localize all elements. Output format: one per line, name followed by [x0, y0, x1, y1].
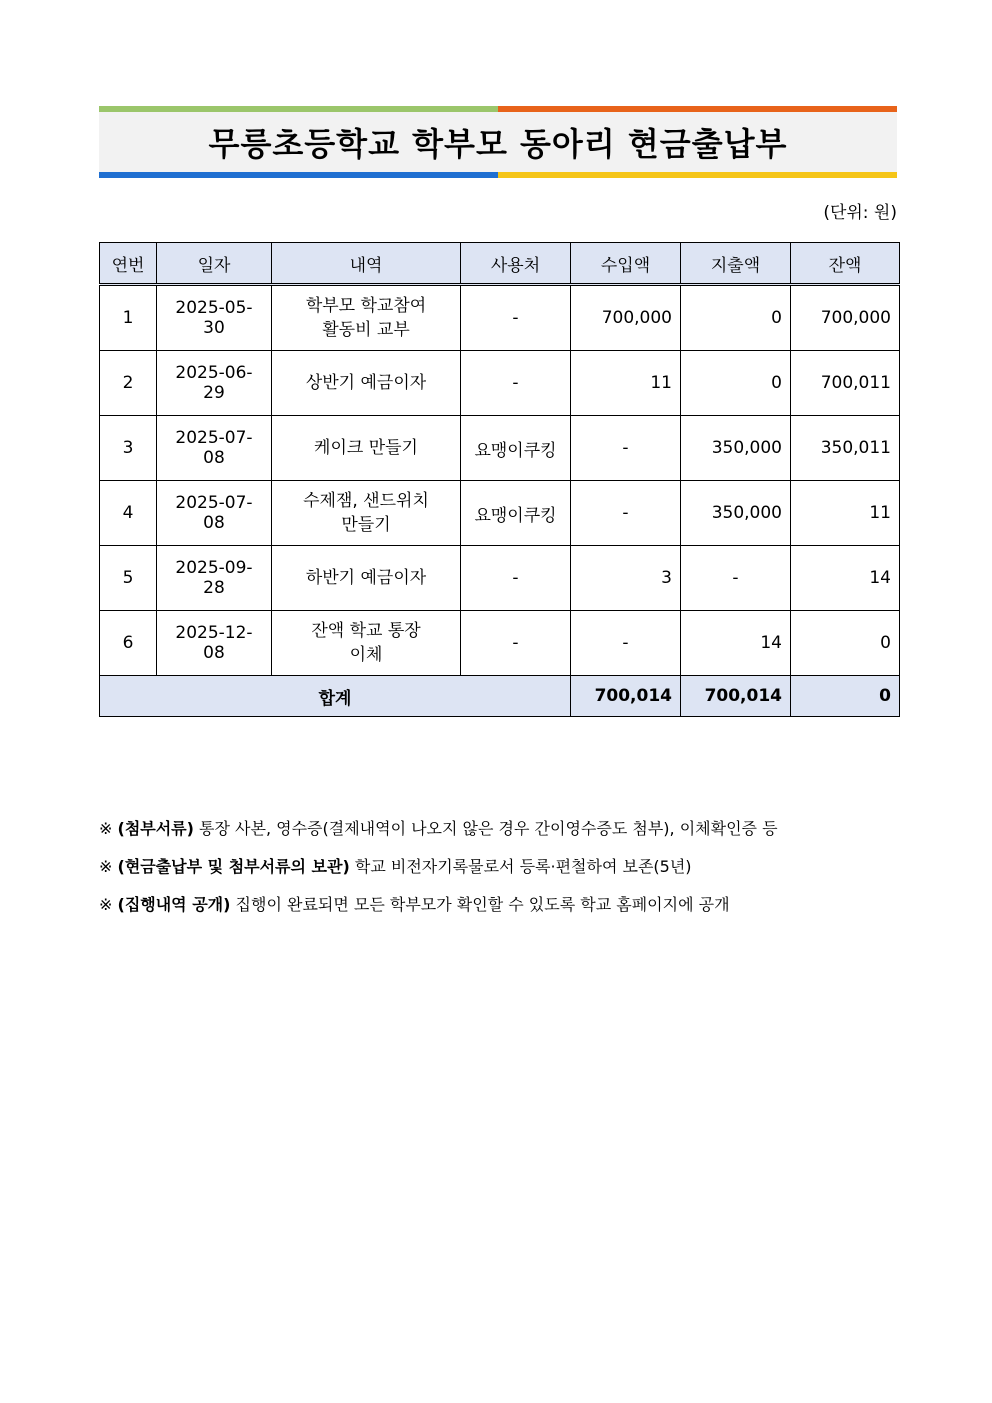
cell-no: 1 [100, 285, 157, 351]
title-box [99, 112, 897, 172]
cell-place: - [461, 285, 571, 351]
notes-section [99, 816, 899, 930]
note-mark: ※ [99, 895, 113, 914]
cell-income: - [571, 416, 681, 481]
total-income: 700,014 [571, 676, 681, 717]
table-row [100, 416, 900, 481]
total-label: 합계 [100, 676, 571, 717]
cell-no: 5 [100, 546, 157, 611]
col-header-no: 연번 [100, 243, 157, 285]
cell-desc [272, 481, 461, 546]
cell-date: 2025-12-08 [157, 611, 272, 676]
cell-balance: 700,011 [791, 351, 900, 416]
cell-no: 6 [100, 611, 157, 676]
desc-line: 케이크 만들기 [314, 438, 418, 458]
note-text: 통장 사본, 영수증(결제내역이 나오지 않은 경우 간이영수증도 첨부), 이체확인증 등 [199, 819, 778, 838]
cell-income: - [571, 611, 681, 676]
cell-date: 2025-05-30 [157, 285, 272, 351]
note-heading: (집행내역 공개) [117, 895, 231, 914]
cell-desc [272, 611, 461, 676]
desc-line: 이체 [349, 645, 383, 665]
note-mark: ※ [99, 857, 113, 876]
cell-balance: 11 [791, 481, 900, 546]
note-disclosure [99, 892, 899, 930]
col-header-income: 수입액 [571, 243, 681, 285]
cell-place: 요맹이쿠킹 [461, 416, 571, 481]
title-bar-bottom-right [498, 172, 897, 178]
col-header-expense: 지출액 [681, 243, 791, 285]
cash-ledger-table [99, 242, 900, 717]
cell-place: - [461, 611, 571, 676]
table-row [100, 351, 900, 416]
cell-date: 2025-07-08 [157, 416, 272, 481]
table-row [100, 611, 900, 676]
col-header-place: 사용처 [461, 243, 571, 285]
desc-line: 수제잼, 샌드위치 [303, 491, 429, 511]
cell-date: 2025-09-28 [157, 546, 272, 611]
total-row [100, 676, 900, 717]
desc-line: 활동비 교부 [322, 320, 410, 340]
cell-income: 700,000 [571, 285, 681, 351]
note-text: 학교 비전자기록물로서 등록·편철하여 보존(5년) [354, 857, 692, 876]
cell-no: 4 [100, 481, 157, 546]
cell-no: 2 [100, 351, 157, 416]
cell-expense: - [681, 546, 791, 611]
cell-balance: 0 [791, 611, 900, 676]
title-bar-bottom-left [99, 172, 498, 178]
note-storage [99, 854, 899, 892]
desc-line: 상반기 예금이자 [305, 373, 427, 393]
cell-expense: 0 [681, 351, 791, 416]
cell-income: 3 [571, 546, 681, 611]
cell-date: 2025-06-29 [157, 351, 272, 416]
col-header-balance: 잔액 [791, 243, 900, 285]
cell-expense: 350,000 [681, 416, 791, 481]
cell-place: - [461, 546, 571, 611]
cell-desc [272, 351, 461, 416]
table-row [100, 285, 900, 351]
cell-desc [272, 416, 461, 481]
cell-income: - [571, 481, 681, 546]
note-heading: (현금출납부 및 첨부서류의 보관) [117, 857, 350, 876]
table-row [100, 481, 900, 546]
title-banner [99, 106, 897, 178]
note-mark: ※ [99, 819, 113, 838]
desc-line: 하반기 예금이자 [305, 568, 427, 588]
header-row [100, 243, 900, 285]
col-header-date: 일자 [157, 243, 272, 285]
desc-line: 만들기 [341, 515, 391, 535]
total-balance: 0 [791, 676, 900, 717]
cell-income: 11 [571, 351, 681, 416]
cell-balance: 14 [791, 546, 900, 611]
cell-expense: 0 [681, 285, 791, 351]
cell-place: 요맹이쿠킹 [461, 481, 571, 546]
note-heading: (첨부서류) [117, 819, 194, 838]
desc-line: 학부모 학교참여 [305, 296, 427, 316]
col-header-desc: 내역 [272, 243, 461, 285]
cell-desc [272, 285, 461, 351]
cell-place: - [461, 351, 571, 416]
unit-label: (단위: 원) [823, 203, 897, 223]
total-expense: 700,014 [681, 676, 791, 717]
cell-balance: 350,011 [791, 416, 900, 481]
cell-expense: 350,000 [681, 481, 791, 546]
note-attachments [99, 816, 899, 854]
table-row [100, 546, 900, 611]
cell-desc [272, 546, 461, 611]
cell-no: 3 [100, 416, 157, 481]
cell-date: 2025-07-08 [157, 481, 272, 546]
cell-expense: 14 [681, 611, 791, 676]
note-text: 집행이 완료되면 모든 학부모가 확인할 수 있도록 학교 홈페이지에 공개 [235, 895, 730, 914]
desc-line: 잔액 학교 통장 [311, 621, 421, 641]
cell-balance: 700,000 [791, 285, 900, 351]
page-title: 무릉초등학교 학부모 동아리 현금출납부 [208, 125, 788, 163]
